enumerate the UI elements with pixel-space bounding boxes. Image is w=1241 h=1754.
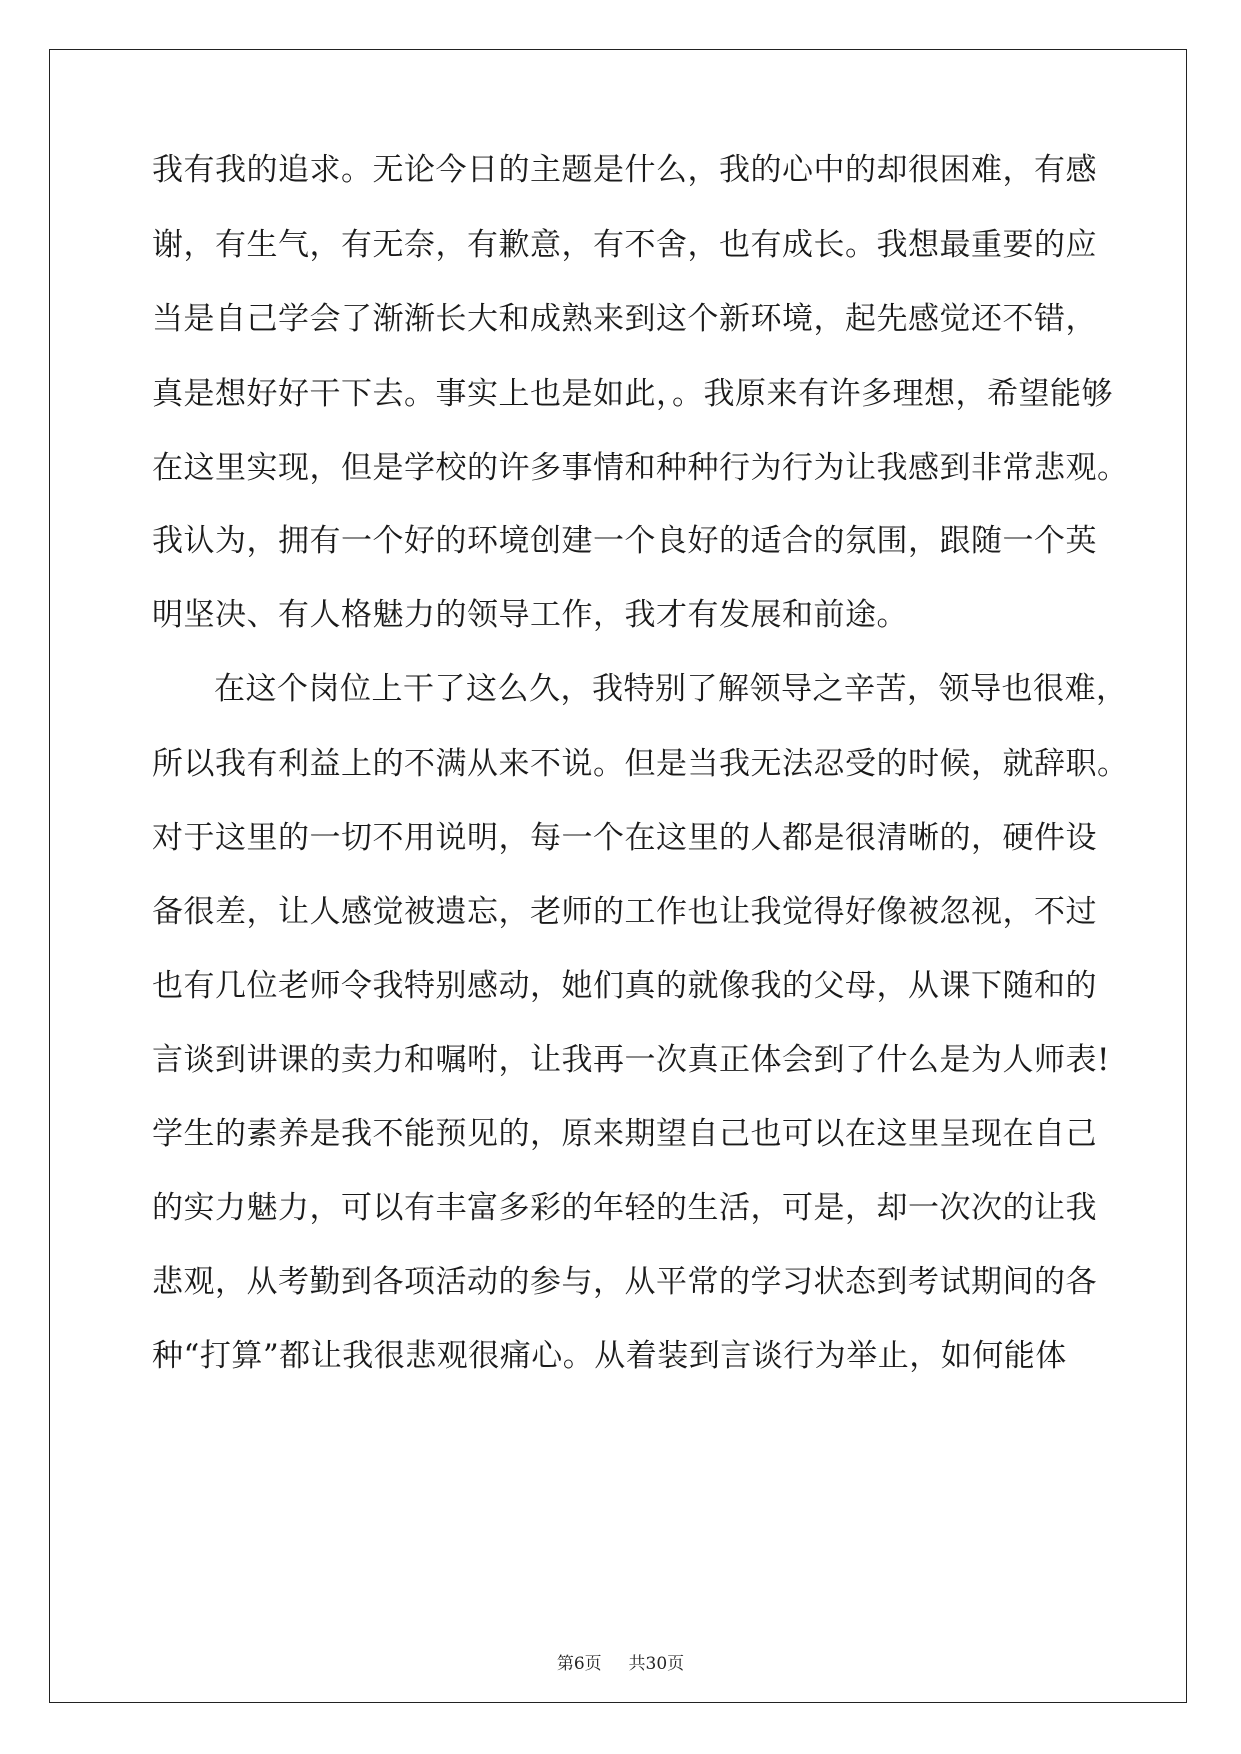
paragraph-line-4: 真是想好好干下去。事实上也是如此，。我原来有许多理想，希望能够 [152,376,1113,412]
paragraph-line-9: 所以我有利益上的不满从来不说。但是当我无法忍受的时候，就辞职。 [152,746,1129,782]
paragraph-line-13: 言谈到讲课的卖力和嘱咐，让我再一次真正体会到了什么是为人师表! [152,1042,1110,1078]
paragraph-line-12: 也有几位老师令我特别感动，她们真的就像我的父母，从课下随和的 [152,968,1097,1004]
paragraph-line-17: 种“打算”都让我很悲观很痛心。从着装到言谈行为举止，如何能体 [152,1338,1067,1374]
paragraph-line-6: 我认为，拥有一个好的环境创建一个良好的适合的氛围，跟随一个英 [152,523,1097,559]
paragraph-line-2: 谢，有生气，有无奈，有歉意，有不舍，也有成长。我想最重要的应 [152,227,1097,263]
paragraph-line-7: 明坚决、有人格魅力的领导工作，我才有发展和前途。 [152,597,908,633]
paragraph-line-10: 对于这里的一切不用说明，每一个在这里的人都是很清晰的，硬件设 [152,820,1097,856]
paragraph-line-15: 的实力魅力，可以有丰富多彩的年轻的生活，可是，却一次次的让我 [152,1190,1097,1226]
page-total: 共30页 [628,1654,685,1674]
paragraph-line-14: 学生的素养是我不能预见的，原来期望自己也可以在这里呈现在自己 [152,1116,1097,1152]
page-border [49,49,1187,1703]
paragraph-line-11: 备很差，让人感觉被遗忘，老师的工作也让我觉得好像被忽视，不过 [152,894,1097,930]
paragraph-line-3: 当是自己学会了渐渐长大和成熟来到这个新环境，起先感觉还不错， [152,301,1097,337]
page-number: 第6页 [556,1654,602,1674]
paragraph-line-5: 在这里实现，但是学校的许多事情和种种行为行为让我感到非常悲观。 [152,450,1129,486]
paragraph-line-16: 悲观，从考勤到各项活动的参与，从平常的学习状态到考试期间的各 [152,1264,1097,1300]
paragraph-line-8: 在这个岗位上干了这么久，我特别了解领导之辛苦，领导也很难， [214,671,1128,707]
paragraph-line-1: 我有我的追求。无论今日的主题是什么，我的心中的却很困难，有感 [152,152,1097,188]
page-footer [0,1653,1241,1675]
